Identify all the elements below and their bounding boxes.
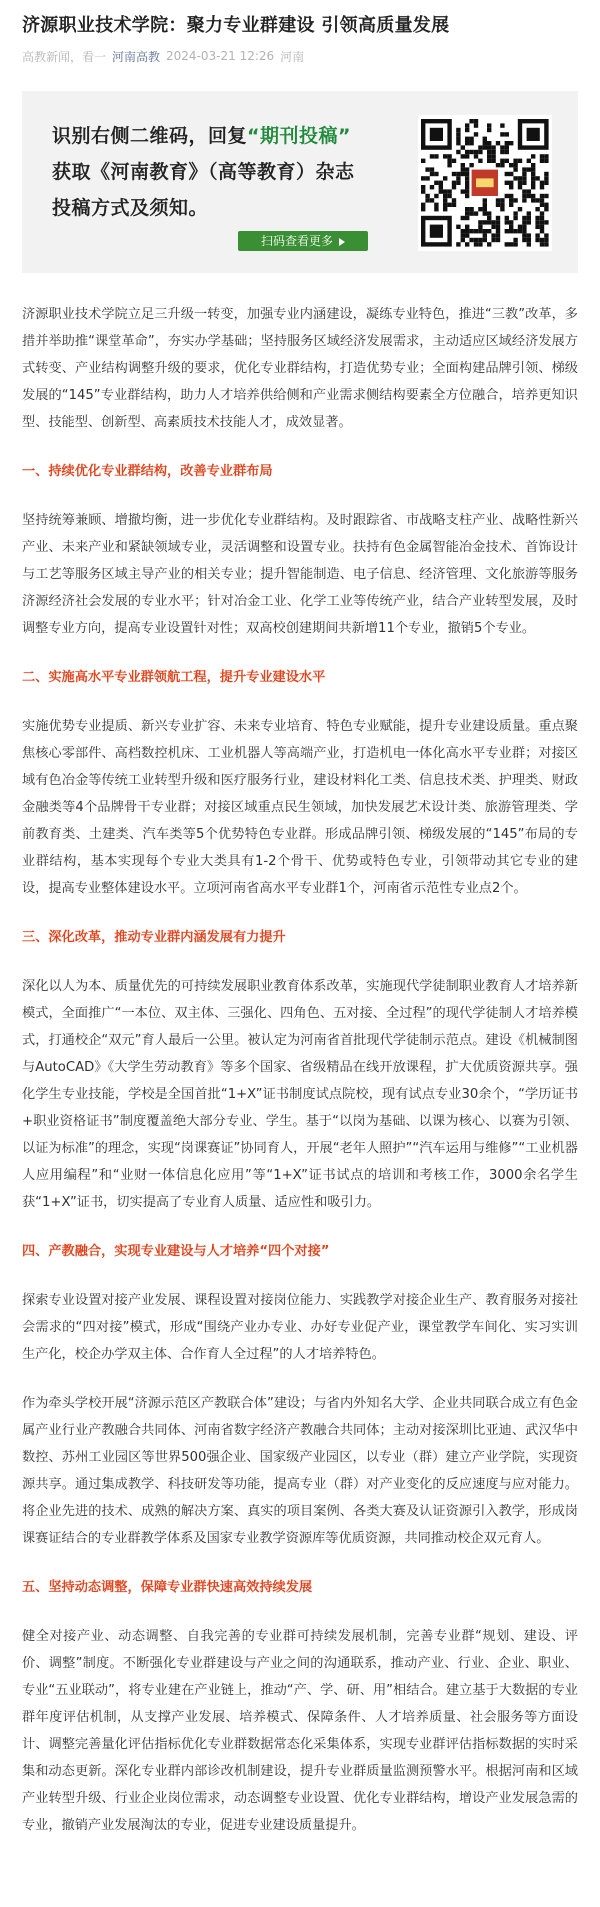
scan-more-label: 扫码查看更多 bbox=[260, 234, 333, 248]
promo-banner[interactable] bbox=[22, 91, 578, 273]
qr-code-graphic bbox=[418, 115, 552, 251]
section-heading-1: 一、持续优化专业群结构，改善专业群布局 bbox=[22, 464, 273, 479]
intro-paragraph: 济源职业技术学院立足三升级一转变，加强专业内涵建设，凝练专业特色，推进“三教”改革，多措并举助推“课堂革命”，夯实办学基础；坚持服务区域经济发展需求，主动适应区域经济发展方式转变、产业结构调整升级的要求，优化专业群结构，打造优势专业；全面构建品牌引领、梯级发展的“145”专业群结构，助力人才培养供给侧和产业需求侧结构要素全方位融合，培养更知识型、技能型、创新型、高素质技术技能人才，成效显著。 bbox=[22, 307, 578, 430]
section-paragraph-4a: 探索专业设置对接产业发展、课程设置对接岗位能力、实践教学对接企业生产、教育服务对接社会需求的“四对接”模式，形成“围绕产业办专业、办好专业促产业，课堂教学车间化、实习实训生产化，校企办学双主体、合作育人全过程”的人才培养特色。 bbox=[22, 1293, 578, 1362]
banner-highlight: “期刊投稿” bbox=[247, 125, 351, 147]
banner-line-3: 投稿方式及须知。 bbox=[52, 197, 209, 219]
author-link[interactable]: 河南高教 bbox=[112, 49, 161, 64]
meta-time: 2024-03-21 12:26 bbox=[166, 49, 275, 63]
meta-source: 高教新闻，看一 bbox=[22, 49, 107, 64]
article-meta bbox=[22, 45, 578, 67]
section-heading-4: 四、产教融合，实现专业建设与人才培养“四个对接” bbox=[22, 1244, 330, 1259]
section-heading-5: 五、坚持动态调整，保障专业群快速高效持续发展 bbox=[22, 1580, 313, 1595]
scan-more-button[interactable] bbox=[238, 231, 368, 251]
section-paragraph-5: 健全对接产业、动态调整、自我完善的专业群可持续发展机制，完善专业群“规划、建设、评价、调整”制度。不断强化专业群建设与产业之间的沟通联系，推动产业、行业、企业、职业、专业“五业联动”，将专业建在产业链上，推动“产、学、研、用”相结合。建立基于大数据的专业群年度评估机制，从支撑产业发展、培养模式、保障条件、人才培养质量、社会服务等方面设计、调整完善量化评估指标优化专业群数据常态化采集体系，实现专业群评估指标数据的实时采集和动态更新。深化专业群内部诊改机制建设，提升专业群质量监测预警水平。根据河南和区域产业转型升级、行业企业岗位需求，动态调整专业设置、优化专业群结构，增设产业发展急需的专业，撤销产业发展淘汰的专业，促进专业建设质量提升。 bbox=[22, 1629, 578, 1833]
banner-line-1 bbox=[52, 121, 351, 148]
qr-code-icon bbox=[418, 115, 552, 251]
banner-line-1-text: 识别右侧二维码，回复 bbox=[52, 125, 248, 147]
section-paragraph-4b: 作为牵头学校开展“济源示范区产教联合体”建设；与省内外知名大学、企业共同联合成立有色金属产业行业产教融合共同体、河南省数字经济产教融合共同体；主动对接深圳比亚迪、武汉华中数控、苏州工业园区等世界500强企业、国家级产业园区，以专业（群）建立产业学院，实现资源共享。通过集成教学、科技研发等功能，提高专业（群）对产业变化的反应速度与应对能力。将企业先进的技术、成熟的解决方案、真实的项目案例、各类大赛及认证资源引入教学，形成岗课赛证结合的专业群教学体系及国家专业教学资源库等优质资源，共同推动校企双元育人。 bbox=[22, 1396, 578, 1546]
section-heading-3: 三、深化改革，推动专业群内涵发展有力提升 bbox=[22, 930, 286, 945]
section-paragraph-3: 深化以人为本、质量优先的可持续发展职业教育体系改革，实施现代学徒制职业教育人才培养新模式，全面推广“一本位、双主体、三强化、四角色、五对接、全过程”的现代学徒制人才培养模式，打通校企“双元”育人最后一公里。被认定为河南省首批现代学徒制示范点。建设《机械制图与AutoCAD》《大学生劳动教育》等多个国家、省级精品在线开放课程，扩大优质资源共享。强化学生专业技能，学校是全国首批“1+X”证书制度试点院校，现有试点专业30余个，“学历证书+职业资格证书”制度覆盖绝大部分专业、学生。基于“以岗为基础、以课为核心、以赛为引领、以证为标准”的理念，实现“岗课赛证”协同育人，开展“老年人照护”“汽车运用与维修”“工业机器人应用编程”和“业财一体信息化应用”等“1+X”证书试点的培训和考核工作，3000余名学生获“1+X”证书，切实提高了专业育人质量、适应性和吸引力。 bbox=[22, 979, 578, 1210]
meta-location: 河南 bbox=[280, 49, 305, 64]
section-heading-2: 二、实施高水平专业群领航工程，提升专业建设水平 bbox=[22, 670, 326, 685]
article-title: 济源职业技术学院：聚力专业群建设 引领高质量发展 bbox=[22, 15, 450, 36]
section-paragraph-2: 实施优势专业提质、新兴专业扩容、未来专业培育、特色专业赋能，提升专业建设质量。重点聚焦核心零部件、高档数控机床、工业机器人等高端产业，打造机电一体化高水平专业群；对接区域有色冶金等传统工业转型升级和医疗服务行业，建设材料化工类、信息技术类、护理类、财政金融类等4个品牌骨干专业群；对接区域重点民生领域，加快发展艺术设计类、旅游管理类、学前教育类、土建类、汽车类等5个优势特色专业群。形成品牌引领、梯级发展的“145”布局的专业群结构，基本实现每个专业大类具有1-2个骨干、优势或特色专业，引领带动其它专业的建设，提高专业整体建设水平。立项河南省高水平专业群1个，河南省示范性专业点2个。 bbox=[22, 719, 578, 896]
section-paragraph-1: 坚持统筹兼顾、增撤均衡，进一步优化专业群结构。及时跟踪省、市战略支柱产业、战略性新兴产业、未来产业和紧缺领域专业，灵活调整和设置专业。扶持有色金属智能冶金技术、首饰设计与工艺等服务区域主导产业的相关专业；提升智能制造、电子信息、经济管理、文化旅游等服务济源经济社会发展的专业水平；针对冶金工业、化学工业等传统产业，结合产业转型发展，及时调整专业方向，提高专业设置针对性；双高校创建期间共新增11个专业，撤销5个专业。 bbox=[22, 513, 578, 636]
play-arrow-icon bbox=[339, 238, 345, 246]
banner-line-2: 获取《河南教育》（高等教育）杂志 bbox=[52, 161, 355, 183]
